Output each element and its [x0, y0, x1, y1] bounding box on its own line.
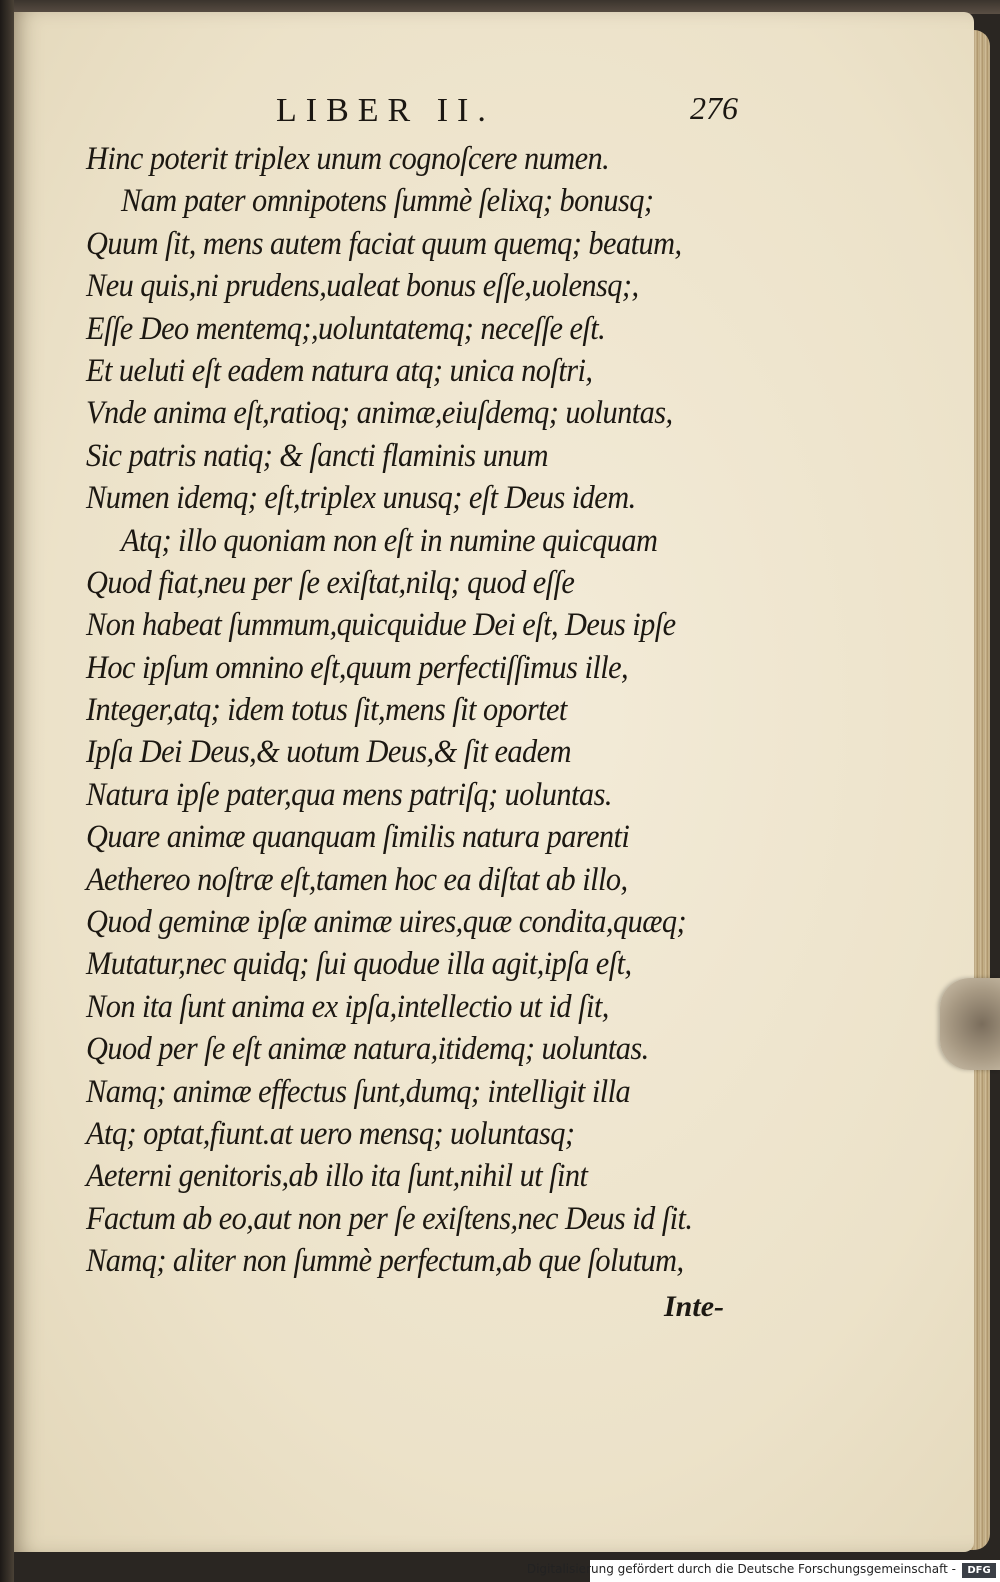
book-page — [10, 12, 974, 1552]
verse-line: Quare animæ quanquam ſimilis natura parenti — [86, 819, 630, 856]
page-tab-marker — [940, 978, 1000, 1070]
verse-line: Atq; optat,fiunt.at uero mensq; uoluntasq; — [86, 1115, 575, 1152]
catchword: Inte- — [664, 1290, 724, 1323]
book-gutter — [0, 0, 14, 1582]
verse-line: Aeterni genitoris,ab illo ita ſunt,nihil ut ſint — [86, 1158, 588, 1195]
verse-line: Namq; animæ effectus ſunt,dumq; intelligit illa — [86, 1073, 631, 1110]
verse-line: Integer,atq; idem totus ſit,mens ſit oportet — [86, 692, 567, 729]
verse-line: Quod fiat,neu per ſe exiſtat,nilq; quod eſſe — [86, 564, 575, 601]
verse-line: Mutatur,nec quidq; ſui quodue illa agit,ipſa eſt, — [86, 946, 632, 983]
verse-line: Ipſa Dei Deus,& uotum Deus,& ſit eadem — [86, 734, 571, 771]
dfg-logo-icon: DFG — [962, 1563, 996, 1578]
digitization-footer — [526, 1560, 1000, 1582]
verse-line: Aethereo noſtræ eſt,tamen hoc ea diſtat ab illo, — [86, 861, 628, 898]
verse-line: Non habeat ſummum,quicquidue Dei eſt, Deus ipſe — [86, 607, 676, 644]
verse-line: Vnde anima eſt,ratioq; animæ,eiuſdemq; uoluntas, — [86, 395, 673, 432]
running-head: LIBER II. — [276, 92, 495, 129]
verse-line: Natura ipſe pater,qua mens patriſq; uoluntas. — [86, 776, 612, 813]
verse-line: Hinc poterit triplex unum cognoſcere numen. — [86, 141, 610, 177]
verse-line: Et ueluti eſt eadem natura atq; unica noſtri, — [86, 352, 593, 389]
verse-line: Numen idemq; eſt,triplex unusq; eſt Deus idem. — [86, 480, 636, 517]
verse-line: Sic patris natiq; & ſancti flaminis unum — [86, 437, 548, 474]
verse-line: Eſſe Deo mentemq;,uoluntatemq; neceſſe eſt. — [86, 310, 606, 347]
verse-line: Neu quis,ni prudens,ualeat bonus eſſe,uolensq;, — [86, 268, 639, 305]
verse-line: Non ita ſunt anima ex ipſa,intellectio ut id ſit, — [86, 988, 609, 1025]
funding-credit: Digitalisierung gefördert durch die Deutsche Forschungsgemeinschaft - — [526, 1562, 956, 1576]
verse-line: Quod per ſe eſt animæ natura,itidemq; uoluntas. — [86, 1031, 649, 1068]
verse-line: Nam pater omnipotens ſummè ſelixq; bonusq; — [120, 183, 654, 220]
verse-line: Atq; illo quoniam non eſt in numine quicquam — [120, 522, 658, 559]
verse-text-block — [86, 138, 746, 1283]
verse-line: Hoc ipſum omnino eſt,quum perfectiſſimus ille, — [86, 649, 629, 686]
page-number: 276 — [690, 90, 738, 126]
verse-line: Namq; aliter non ſummè perfectum,ab que ſolutum, — [86, 1243, 684, 1280]
verse-line: Quum ſit, mens autem faciat quum quemq; beatum, — [86, 225, 682, 262]
verse-line: Factum ab eo,aut non per ſe exiſtens,nec Deus id ſit. — [86, 1200, 693, 1237]
verse-line: Quod geminæ ipſæ animæ uires,quæ condita,quæq; — [86, 904, 687, 941]
